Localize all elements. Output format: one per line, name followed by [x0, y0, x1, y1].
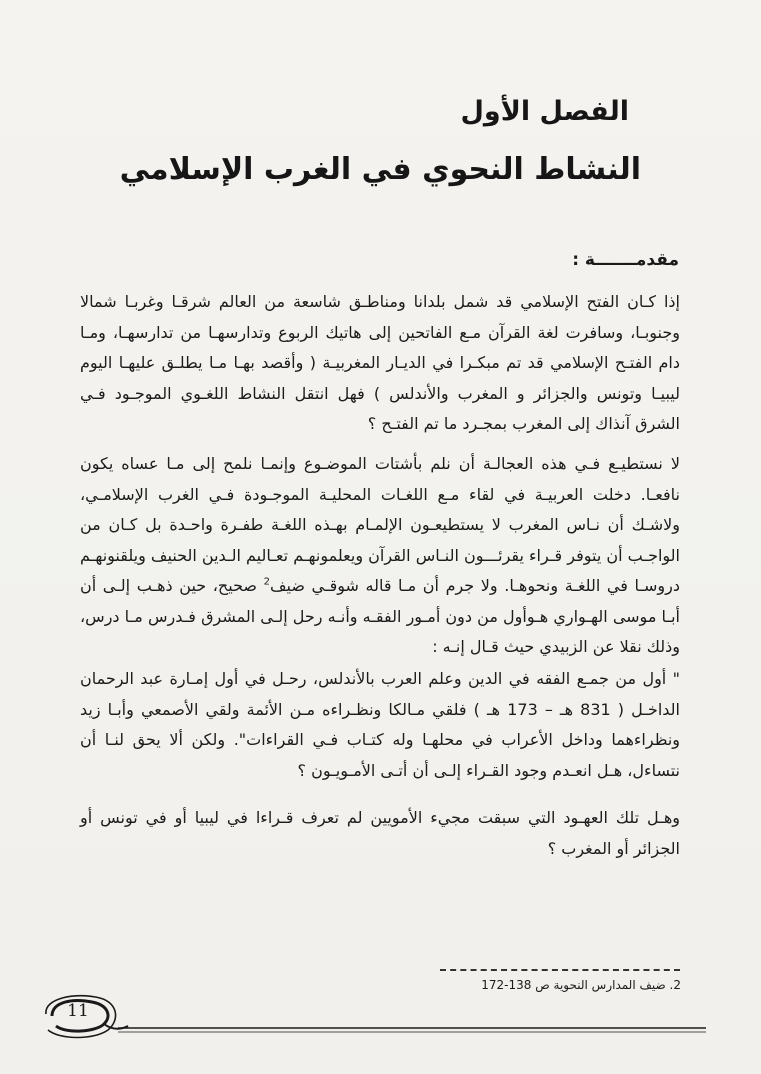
- footnote: 2. ضيف المدارس النحوية ص 138-172: [481, 978, 681, 992]
- chapter-title: النشاط النحوي في الغرب الإسلامي: [119, 152, 641, 187]
- paragraph-2-text-start: لا نستطيـع فـي هذه العجالـة أن نلم بأشتات الموضـوع وإنمـا نلمح إلى مـا عساه يكون نافعـا. دخلت العربيـة في لقاء مـع اللغـات المحليـة الموجـودة فـي الغرب الإسلامـي، ولاشـك أن نـاس المغرب لا يستطيعـون الإلمـام بهـذه اللغـة طفـرة واحـدة بل كـان من الواجـب أن يتوفر قـراء يقرئـــون النـاس القرآن ويعلمونهـم تعـاليم الـدين الحنيف ويلقنونهـم دروسـا في اللغـة ونحوهـا. ولا جرم أن مـا قاله شوقـي ضيف: [80, 454, 681, 595]
- footnote-reference[interactable]: 2: [263, 576, 270, 588]
- section-heading: مقدمـــــــة :: [572, 250, 679, 270]
- paragraph-3-quote: " أول من جمـع الفقه في الدين وعلم العرب بالأندلس، رحـل في أول إمـارة عبد الرحمان الداخـل ( 831 هـ – 173 هـ ) فلقي مـالكا ونظـراءه مـن الأئمة ولقي الأصمعي وأبـا زيد ونظراءهما وداخل الأعراب في محلهـا وله كتـاب فـي القراءات". ولكن ألا يحق لنـا أن نتساءل، هـل انعـدم وجود القـراء إلـى أن أتـى الأمـويـون ؟: [80, 669, 680, 780]
- paragraph-2: [80, 449, 680, 663]
- paragraph-1: إذا كـان الفتح الإسلامي قد شمل بلدانا ومناطـق شاسعة من العالم شرقـا وغربـا شمالا وجنوبـا، وسافرت لغة القرآن مـع الفاتحين إلى هاتيك الربوع وتدارسهـا من تدارسهـا، ومـا دام الفتـح الإسلامي قد تم مبكـرا في الديـار المغربيـة ( وأقصد بهـا مـا يطلـق عليهـا اليوم ليبيـا وتونس والجزائر و المغرب والأندلس ) فهل انتقل النشاط اللغـوي الموجـود فـي الشرق آنذاك إلى المغرب بمجـرد ما تم الفتـح ؟: [80, 292, 680, 433]
- paragraph-2-text-end: صحيح، حين ذهـب إلـى أن أبـا موسى الهـواري هـوأول من دون أمـور الفقـه وأنـه رحل إلـى المشرق فـدرس مـا درس، وذلك نقلا عن الزبيدي حيث قـال إنـه :: [80, 576, 680, 656]
- page-number: 11: [67, 1001, 89, 1021]
- paragraph-4: وهـل تلك العهـود التي سبقت مجيء الأمويين لم تعرف قـراءا في ليبيا أو في تونس أو الجزائر أو المغرب ؟: [80, 808, 680, 858]
- chapter-label: الفصل الأول: [460, 96, 629, 127]
- page-number-ornament-icon: [0, 990, 761, 1050]
- footnote-divider: [440, 969, 680, 971]
